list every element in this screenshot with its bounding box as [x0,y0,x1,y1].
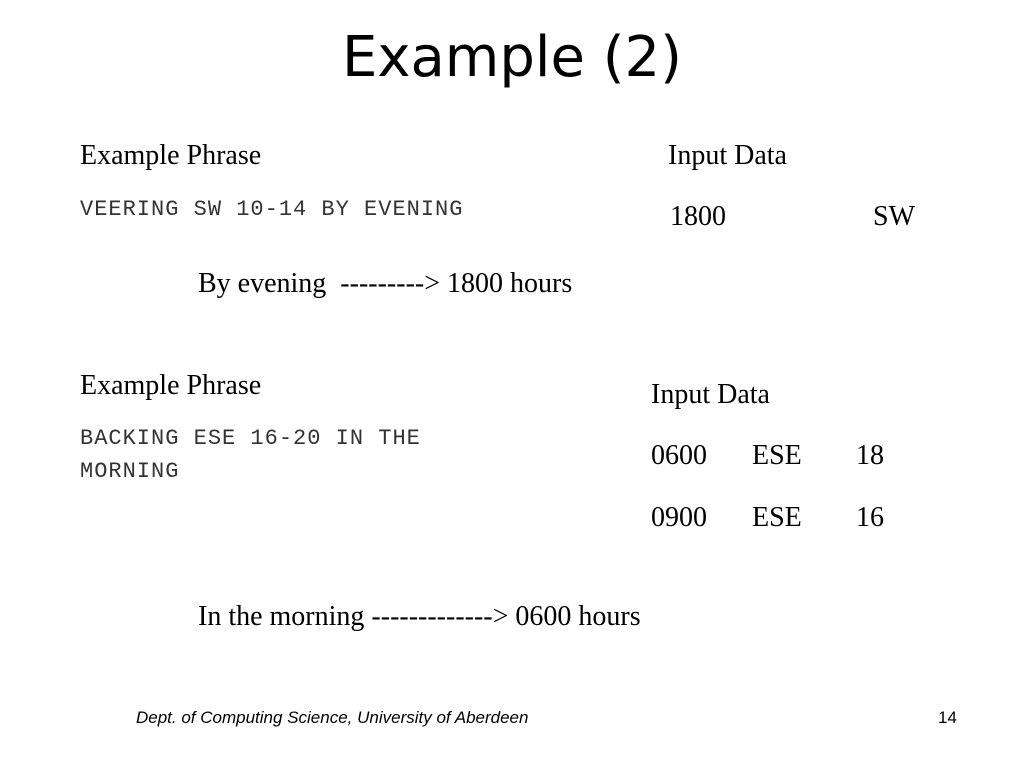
example1-phrase-heading: Example Phrase [80,140,262,171]
example2-input-row-2-speed: 16 [856,502,884,533]
example1-input-direction: SW [873,201,915,232]
example2-phrase-line1: BACKING ESE 16-20 IN THE [80,426,421,451]
example2-input-row-1-speed: 18 [856,440,884,471]
example2-input-row-1-time: 0600 [651,440,707,471]
example1-mapping: By evening ---------> 1800 hours [198,268,573,299]
example2-input-heading: Input Data [651,379,770,410]
example2-input-row-2-time: 0900 [651,502,707,533]
example2-mapping: In the morning -------------> 0600 hours [198,601,641,632]
example2-phrase-line2: MORNING [80,459,180,484]
slide-title: Example (2) [341,25,683,90]
footer-page-number: 14 [938,708,957,727]
example1-input-time: 1800 [670,201,726,232]
footer-department: Dept. of Computing Science, University of Aberdeen [136,708,529,727]
example2-input-row-1-direction: ESE [752,440,802,471]
example2-phrase-heading: Example Phrase [80,370,262,401]
example1-phrase: VEERING SW 10-14 BY EVENING [80,197,464,222]
example2-input-row-2-direction: ESE [752,502,802,533]
example1-input-heading: Input Data [668,140,787,171]
